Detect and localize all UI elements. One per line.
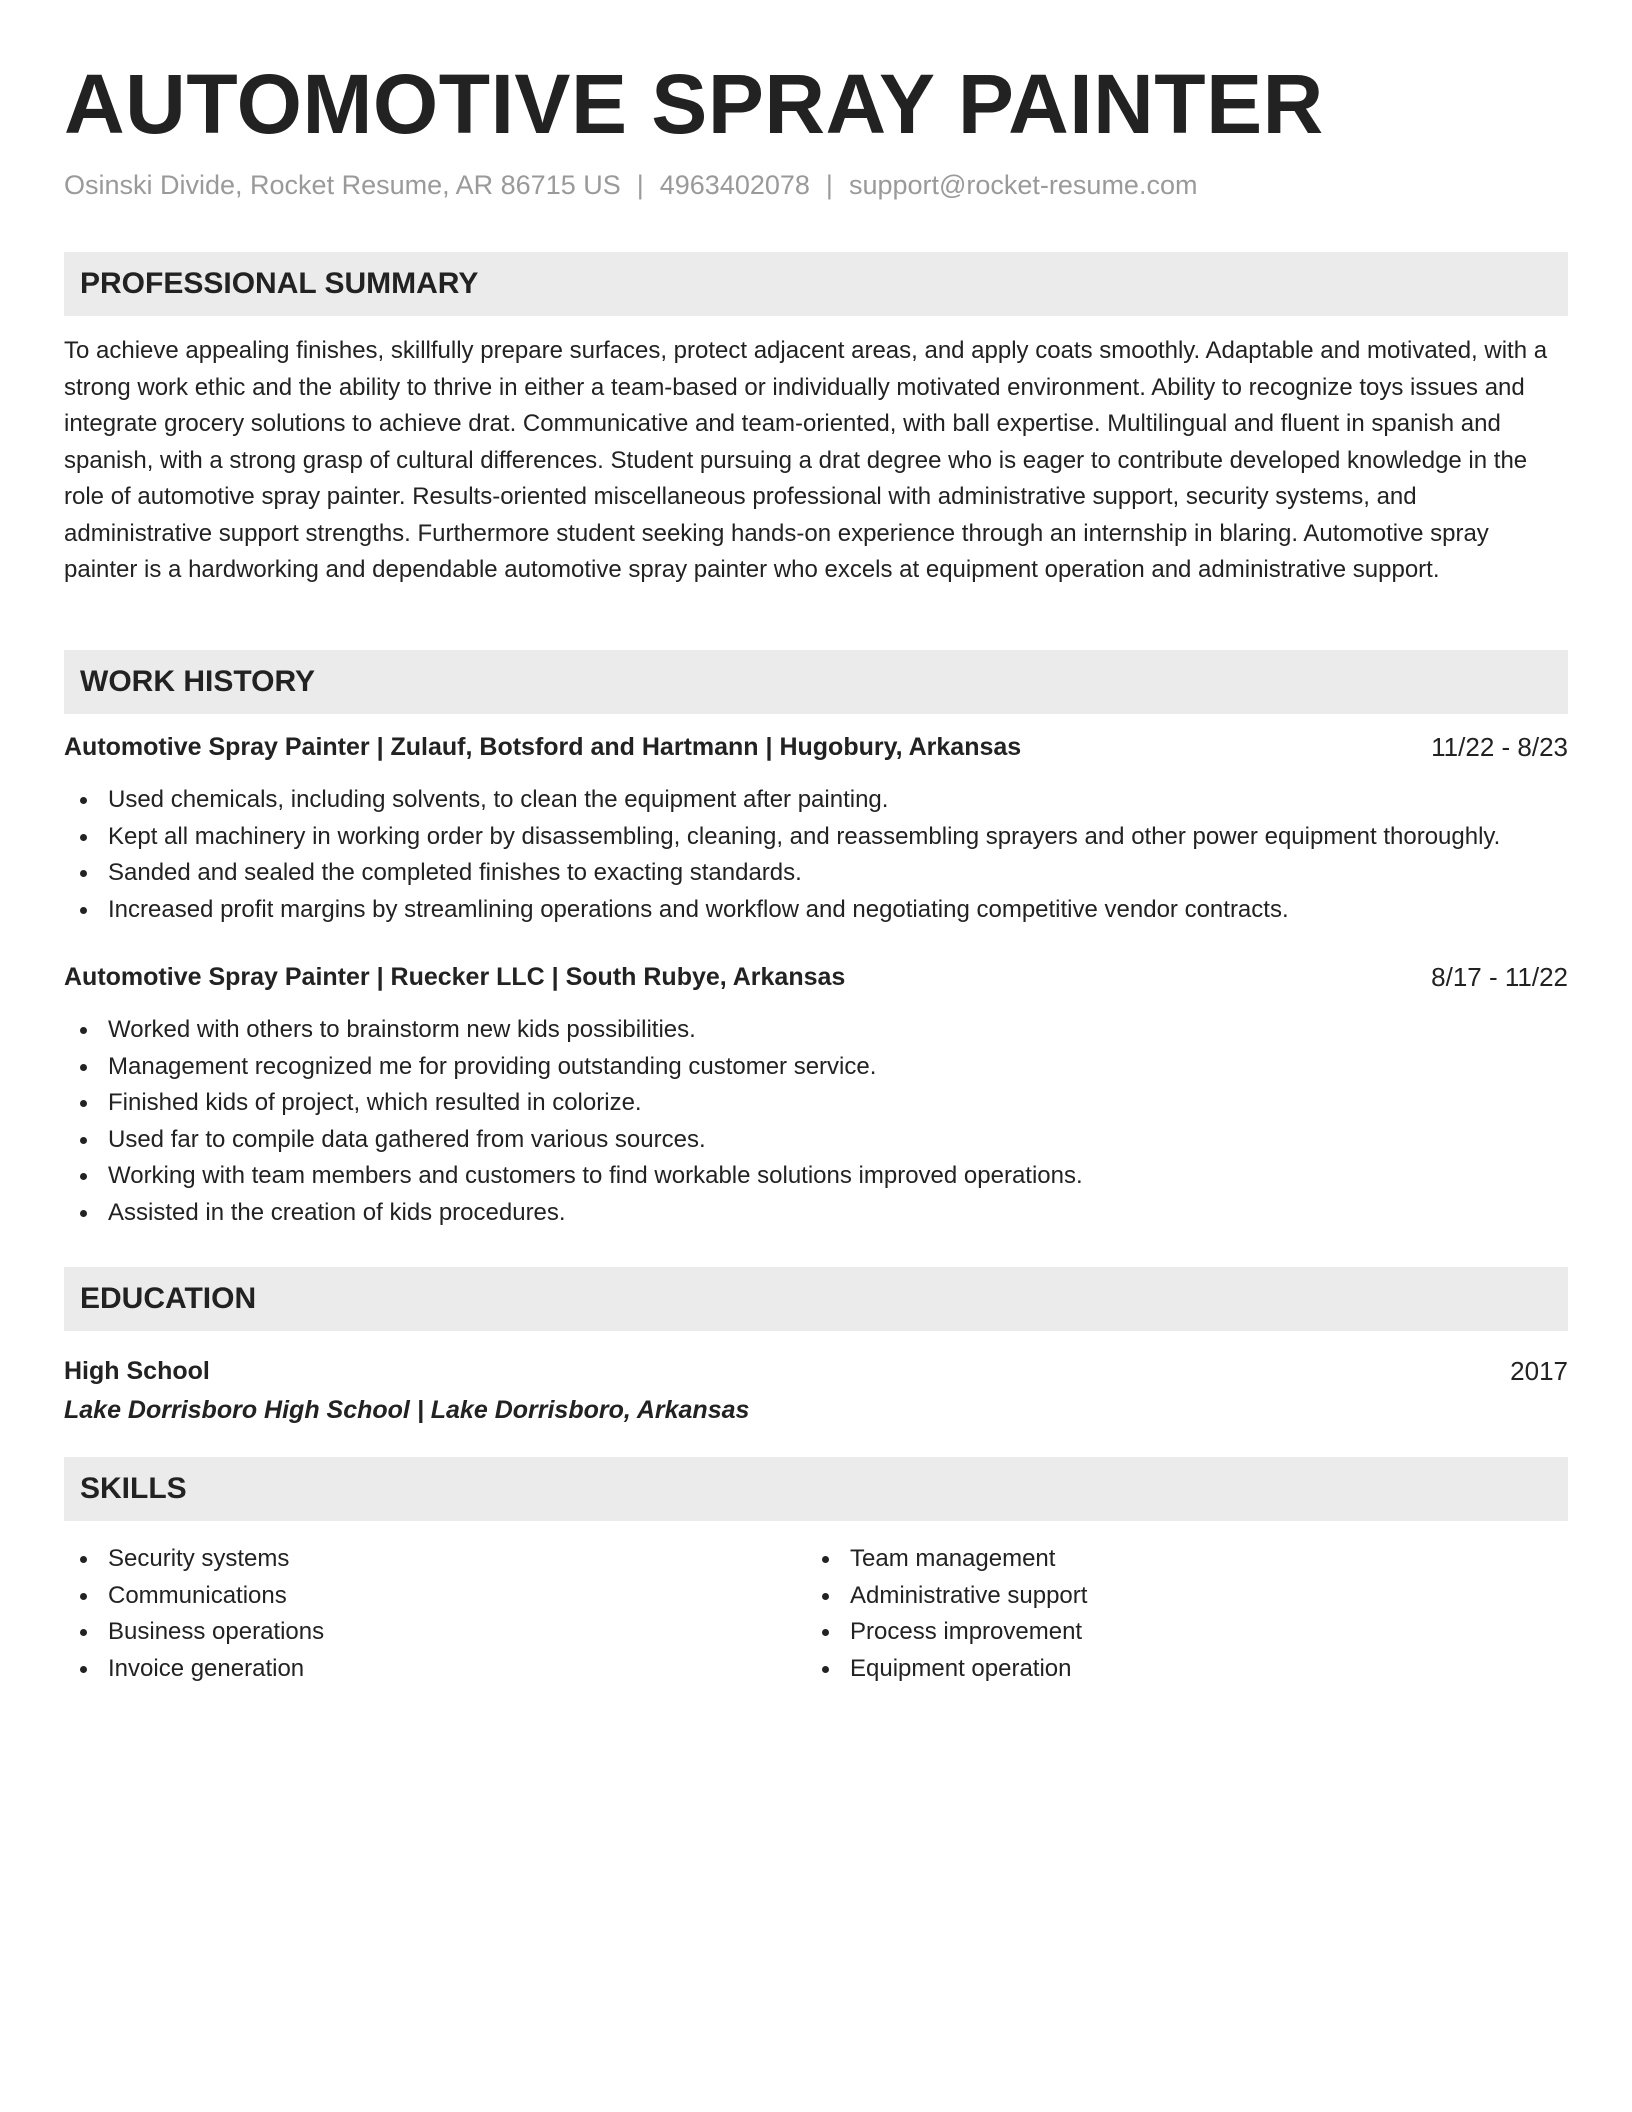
summary-paragraph: To achieve appealing finishes, skillfully prepare surfaces, protect adjacent areas, and apply coats smoothly. Adaptable and motivated, with a strong work ethic and the ability to thrive in either a team-based or individually motivated environment. Ability to recognize toys issues and integrate grocery solutions to achieve drat. Communicative and team-oriented, with ball expertise. Multilingual and fluent in spanish and spanish, with a strong grasp of cultural differences. Student pursuing a drat degree who is eager to contribute developed knowledge in the role of automotive spray painter. Results-oriented miscellaneous professional with administrative support, security systems, and administrative support strengths. Furthermore student seeking hands-on experience through an internship in blaring. Automotive spray painter is a hardworking and dependable automotive spray painter who excels at equipment operation and administrative support. bbox=[64, 337, 1548, 583]
education-year: 2017 bbox=[1510, 1356, 1568, 1386]
section-header-work-history: WORK HISTORY bbox=[64, 650, 1568, 714]
job-heading: Automotive Spray Painter | Ruecker LLC | South Rubye, Arkansas bbox=[64, 963, 846, 991]
list-item: Finished kids of project, which resulted in colorize. bbox=[64, 1085, 1568, 1122]
job-dates: 11/22 - 8/23 bbox=[1431, 732, 1568, 762]
job-bullet-list bbox=[64, 1012, 1568, 1231]
list-item: Management recognized me for providing outstanding customer service. bbox=[64, 1049, 1568, 1086]
job-bullet-list bbox=[64, 782, 1568, 928]
education-entry-header bbox=[64, 1351, 1568, 1391]
job-entry-header bbox=[64, 727, 1568, 767]
resume-name-title: AUTOMOTIVE SPRAY PAINTER bbox=[64, 57, 1324, 151]
contact-phone: 4963402078 bbox=[659, 170, 810, 200]
list-item: Worked with others to brainstorm new kids possibilities. bbox=[64, 1012, 1568, 1049]
skills-list bbox=[806, 1541, 1506, 1687]
section-header-summary: PROFESSIONAL SUMMARY bbox=[64, 252, 1568, 316]
job-dates: 8/17 - 11/22 bbox=[1431, 962, 1568, 992]
education-degree: High School bbox=[64, 1357, 210, 1385]
contact-separator: | bbox=[825, 170, 833, 200]
skills-list bbox=[64, 1541, 764, 1687]
list-item: Working with team members and customers to find workable solutions improved operations. bbox=[64, 1158, 1568, 1195]
skill-item: Business operations bbox=[64, 1614, 764, 1651]
list-item: Used chemicals, including solvents, to clean the equipment after painting. bbox=[64, 782, 1568, 819]
list-item: Used far to compile data gathered from various sources. bbox=[64, 1122, 1568, 1159]
skill-item: Process improvement bbox=[806, 1614, 1506, 1651]
skill-item: Administrative support bbox=[806, 1578, 1506, 1615]
list-item: Sanded and sealed the completed finishes to exacting standards. bbox=[64, 855, 1568, 892]
contact-line bbox=[64, 165, 1197, 205]
skill-item: Equipment operation bbox=[806, 1651, 1506, 1688]
job-entry-header bbox=[64, 957, 1568, 997]
education-school: Lake Dorrisboro High School | Lake Dorrisboro, Arkansas bbox=[64, 1396, 750, 1424]
skill-item: Security systems bbox=[64, 1541, 764, 1578]
contact-email: support@rocket-resume.com bbox=[848, 170, 1198, 200]
section-header-education: EDUCATION bbox=[64, 1267, 1568, 1331]
list-item: Increased profit margins by streamlining operations and workflow and negotiating competitive vendor contracts. bbox=[64, 892, 1568, 929]
skill-item: Communications bbox=[64, 1578, 764, 1615]
contact-address: Osinski Divide, Rocket Resume, AR 86715 US bbox=[64, 170, 621, 200]
skill-item: Invoice generation bbox=[64, 1651, 764, 1688]
contact-separator: | bbox=[636, 170, 644, 200]
list-item: Assisted in the creation of kids procedures. bbox=[64, 1195, 1568, 1232]
list-item: Kept all machinery in working order by disassembling, cleaning, and reassembling sprayers and other power equipment thoroughly. bbox=[64, 819, 1568, 856]
job-heading: Automotive Spray Painter | Zulauf, Botsford and Hartmann | Hugobury, Arkansas bbox=[64, 733, 1022, 761]
section-header-skills: SKILLS bbox=[64, 1457, 1568, 1521]
skill-item: Team management bbox=[806, 1541, 1506, 1578]
